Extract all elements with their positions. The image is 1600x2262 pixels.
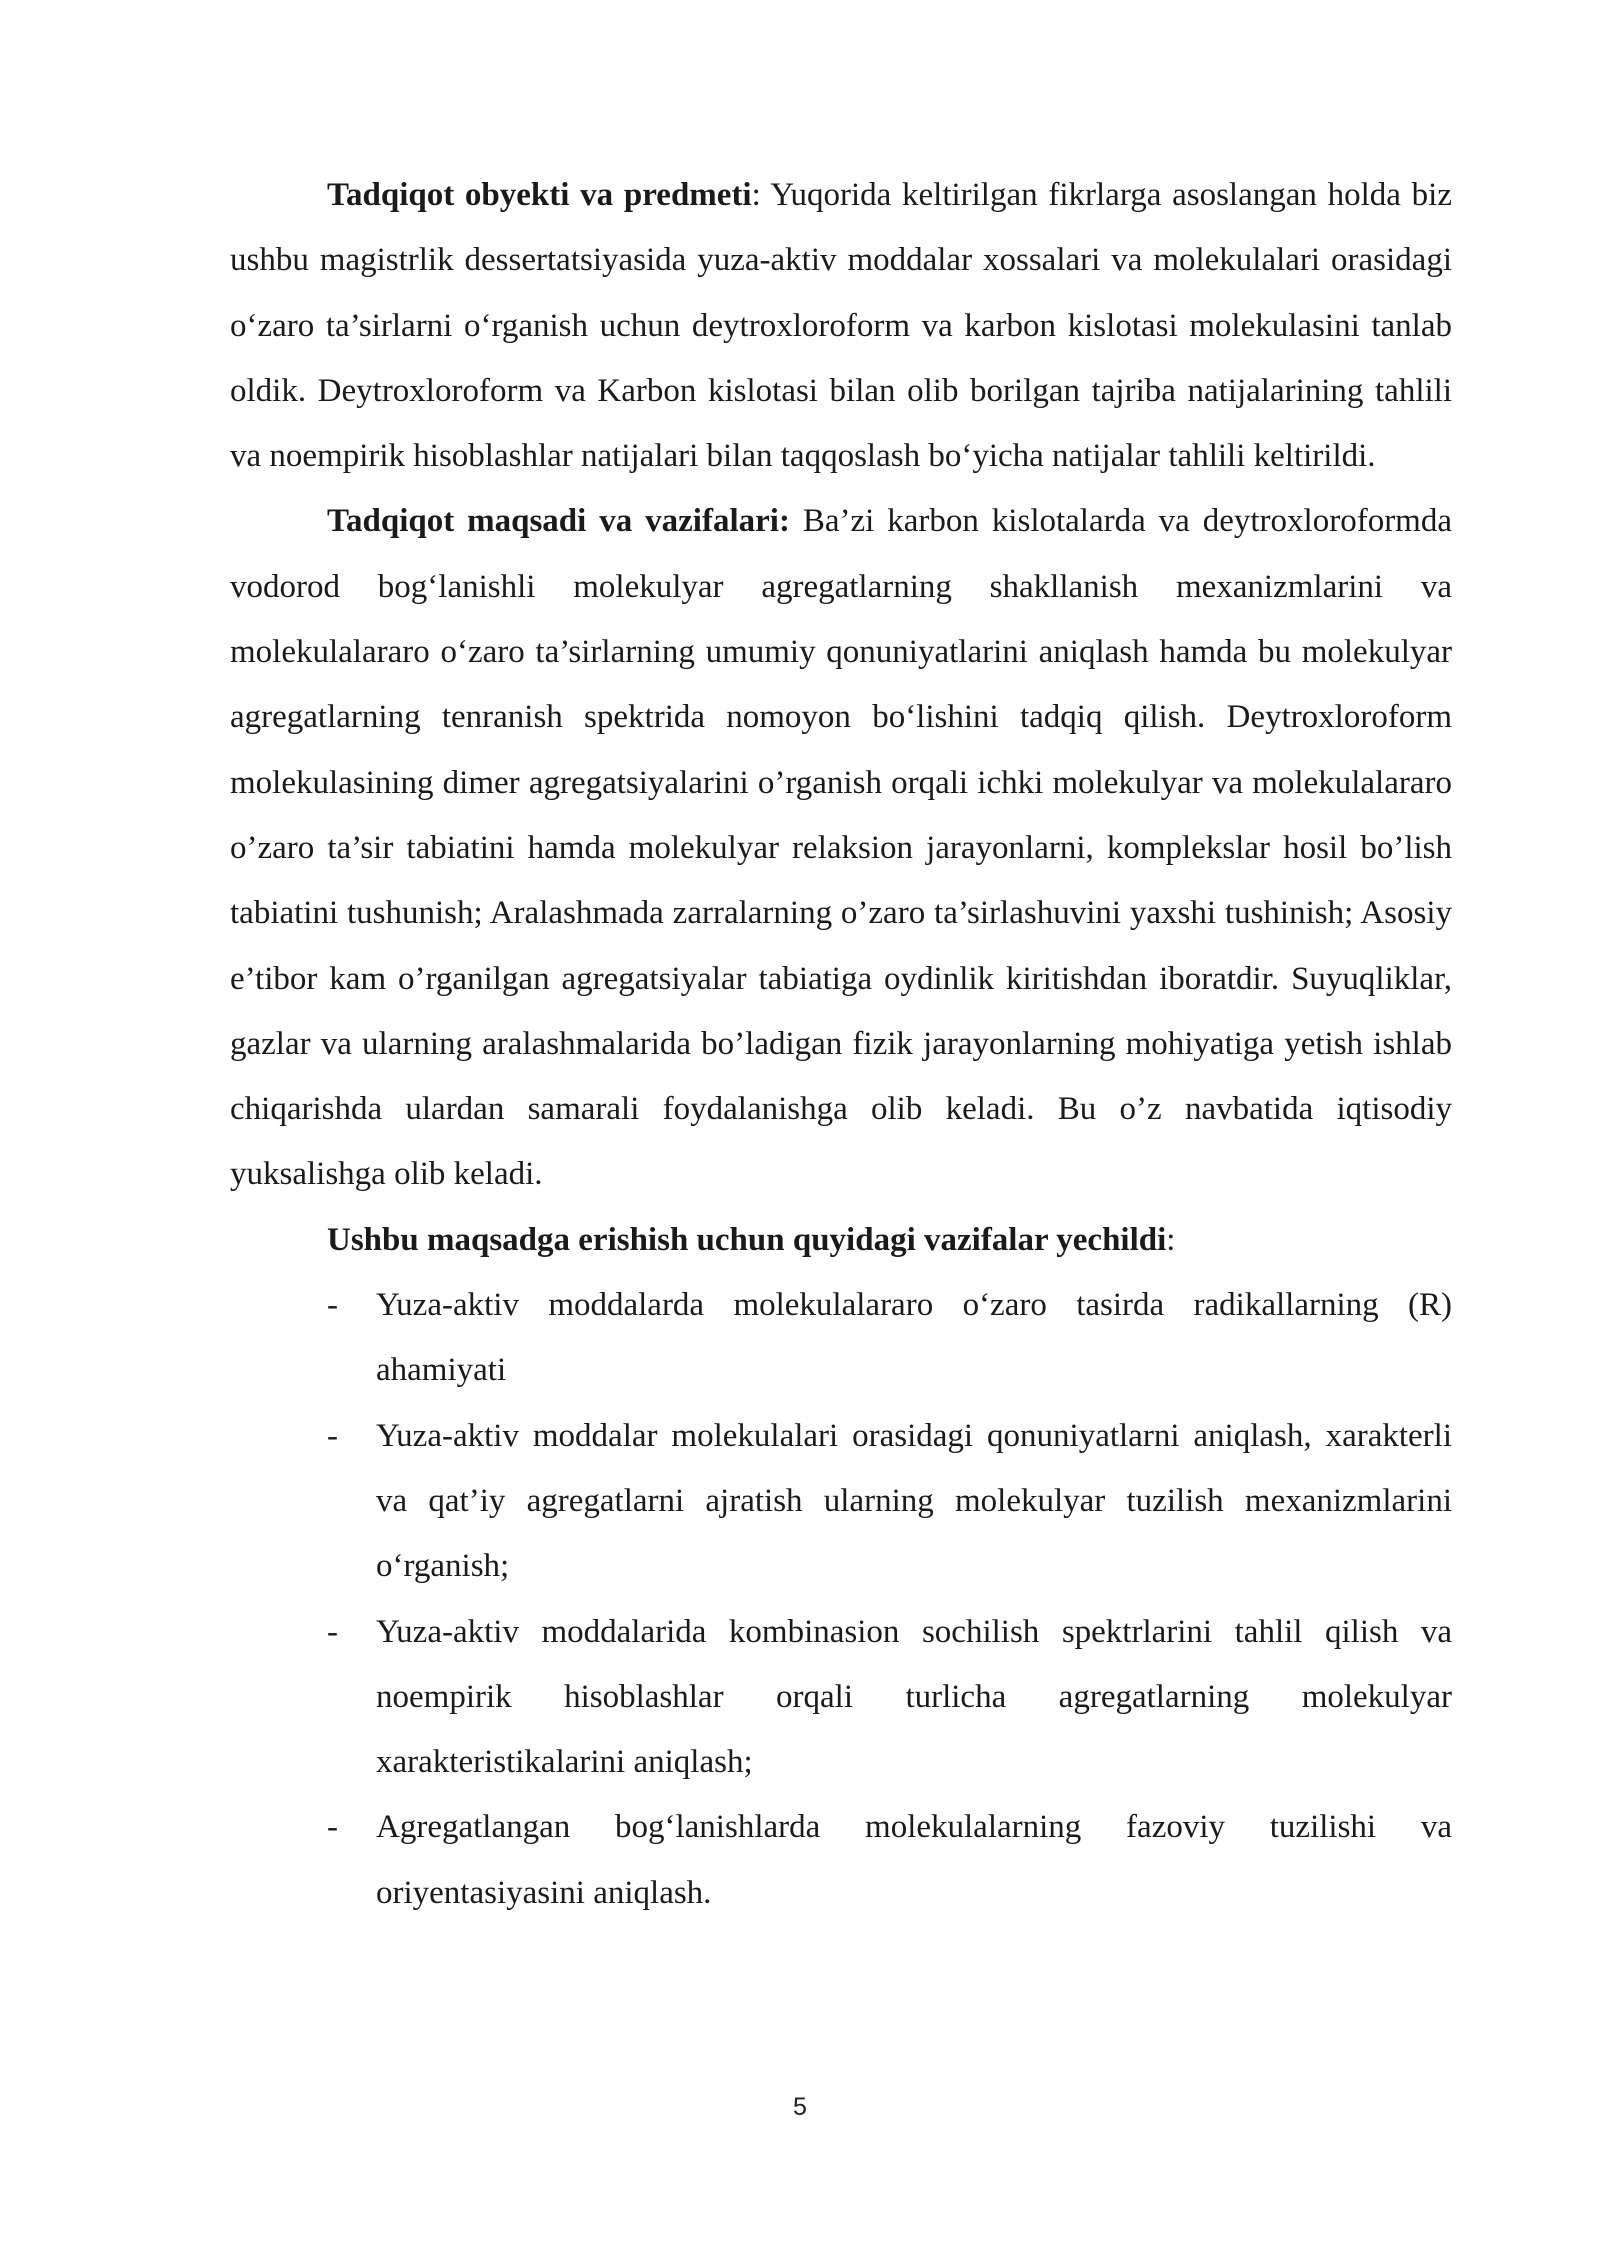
list-item [230, 1795, 1452, 1926]
page-number: 5 [793, 2093, 807, 2121]
document-page [230, 163, 1452, 1926]
list-item-text: Yuza-aktiv moddalarida kombinasion sochilish spektrlarini tahlil qilish va noempirik hisoblashlar orqali turlicha agregatlarning molekulyar xarakteristikalarini aniqlash; [376, 1613, 1452, 1781]
list-item-text: Yuza-aktiv moddalar molekulalari orasidagi qonuniyatlarni aniqlash, xarakterli va qat’iy agregatlarni ajratish ularning molekulyar tuzilish mexanizmlarini o‘rganish; [376, 1417, 1452, 1585]
list-bullet: - [327, 1613, 338, 1650]
paragraph-research-object [230, 163, 1452, 489]
tasks-list [230, 1273, 1452, 1926]
list-bullet: - [327, 1809, 338, 1846]
list-bullet: - [327, 1287, 338, 1324]
list-item-text: Agregatlangan bog‘lanishlarda molekulalarning fazoviy tuzilishi va oriyentasiyasini aniqlash. [376, 1809, 1452, 1911]
paragraph-text: Ba’zi karbon kislotalarda va deytroxloroformda vodorod bog‘lanishli molekulyar agregatlarning shakllanish mexanizmlarini va molekulalararo o‘zaro ta’sirlarning umumiy qonuniyatlarini aniqlash hamda bu molekulyar agregatlarning tenranish spektrida nomoyon bo‘lishini tadqiq qilish. Deytroxloroform molekulasining dimer agregatsiyalarini o’rganish orqali ichki molekulyar va molekulalararo o’zaro ta’sir tabiatini hamda molekulyar relaksion jarayonlarni, komplekslar hosil bo’lish tabiatini tushunish; Aralashmada zarralarning o’zaro ta’sirlashuvini yaxshi tushinish; Asosiy e’tibor kam o’rganilgan agregatsiyalar tabiatiga oydinlik kiritishdan iboratdir. Suyuqliklar, gazlar va ularning aralashmalarida bo’ladigan fizik jarayonlarning mohiyatiga yetish ishlab chiqarishda ulardan samarali foydalanishga olib keladi. Bu o’z navbatida iqtisodiy yuksalishga olib keladi. [230, 503, 1453, 1193]
list-item-text: Yuza-aktiv moddalarda molekulalararo o‘zaro tasirda radikallarning (R) ahamiyati [376, 1287, 1452, 1389]
paragraph-lead: Tadqiqot obyekti va predmeti [327, 177, 752, 213]
list-bullet: - [327, 1417, 338, 1454]
list-item [230, 1404, 1452, 1600]
lead-separator: : [751, 177, 761, 213]
list-item [230, 1600, 1452, 1796]
tasks-heading-text: Ushbu maqsadga erishish uchun quyidagi vazifalar yechildi [327, 1221, 1167, 1258]
tasks-heading [230, 1208, 1452, 1273]
paragraph-text: Yuqorida keltirilgan fikrlarga asoslangan holda biz ushbu magistrlik dessertatsiyasida yuza-aktiv moddalar xossalari va molekulalari orasidagi o‘zaro ta’sirlarni o‘rganish uchun deytroxloroform va karbon kislotasi molekulasini tanlab oldik. Deytroxloroform va Karbon kislotasi bilan olib borilgan tajriba natijalarining tahlili va noempirik hisoblashlar natijalari bilan taqqoslash bo‘yicha natijalar tahlili keltirildi. [230, 177, 1452, 475]
list-item [230, 1273, 1452, 1404]
paragraph-lead: Tadqiqot maqsadi va vazifalari: [327, 503, 790, 540]
tasks-heading-suffix: : [1166, 1221, 1176, 1258]
paragraph-research-goals [230, 489, 1452, 1207]
